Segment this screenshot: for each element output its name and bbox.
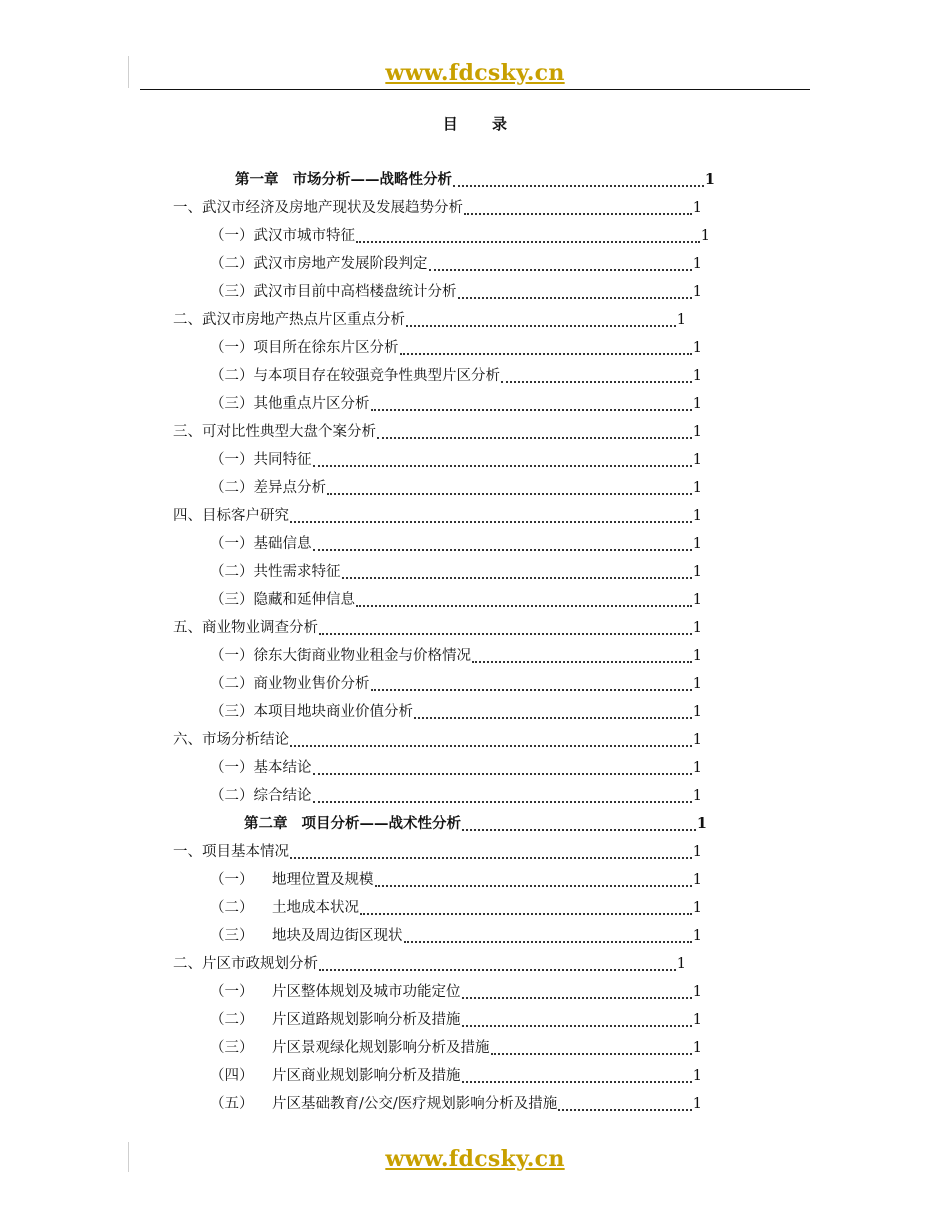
toc-subsection-entry[interactable] <box>210 1090 702 1118</box>
toc-section-entry[interactable] <box>173 418 702 446</box>
toc-page-number: 1 <box>692 620 702 636</box>
toc-section-entry[interactable] <box>173 614 702 642</box>
toc-page-number: 1 <box>692 1012 702 1028</box>
toc-entry-label: 市场分析——战略性分析 <box>292 171 452 188</box>
toc-entry-number: （二） <box>210 564 254 580</box>
toc-subsection-entry[interactable] <box>210 978 702 1006</box>
toc-entry-number: （一） <box>210 536 254 552</box>
toc-title-left: 目 <box>442 115 458 133</box>
toc-entry-number: （一） <box>210 648 254 664</box>
toc-dot-leader <box>558 1109 691 1111</box>
toc-entry-label: 市场分析结论 <box>202 732 289 748</box>
toc-entry-label: 项目分析——战术性分析 <box>301 815 461 832</box>
toc-subsection-entry[interactable] <box>210 362 702 390</box>
toc-dot-leader <box>458 297 692 299</box>
toc-dot-leader <box>406 325 676 327</box>
toc-dot-leader <box>342 577 692 579</box>
toc-entry-number: （一） <box>210 760 254 776</box>
toc-page-number: 1 <box>692 536 702 552</box>
toc-dot-leader <box>290 857 692 859</box>
toc-entry-number: （二） <box>210 480 254 496</box>
toc-page-number: 1 <box>692 396 702 412</box>
toc-dot-leader <box>453 185 704 187</box>
toc-entry-number: （三） <box>210 396 254 412</box>
toc-dot-leader <box>429 269 692 271</box>
toc-subsection-entry[interactable] <box>210 586 702 614</box>
toc-dot-leader <box>356 241 700 243</box>
toc-page-number: 1 <box>692 452 702 468</box>
toc-entry-number: （二） <box>210 1012 254 1028</box>
toc-page-number: 1 <box>692 648 702 664</box>
toc-entry-label: 徐东大街商业物业租金与价格情况 <box>253 648 471 664</box>
toc-entry-label: 目标客户研究 <box>202 508 289 524</box>
toc-entry-number: （二） <box>210 676 254 692</box>
toc-chapter-entry[interactable] <box>244 810 707 838</box>
toc-entry-label: 共性需求特征 <box>253 564 341 580</box>
toc-entry-label: 土地成本状况 <box>272 900 359 916</box>
toc-dot-leader <box>371 689 692 691</box>
toc-page-number: 1 <box>692 844 702 860</box>
toc-page-number: 1 <box>692 900 702 916</box>
toc-entry-label: 与本项目存在较强竞争性典型片区分析 <box>253 368 500 384</box>
toc-entry-label: 武汉市经济及房地产现状及发展趋势分析 <box>202 200 463 216</box>
toc-entry-number: （一） <box>210 984 254 1000</box>
toc-entry-number: 二、 <box>173 956 202 972</box>
toc-subsection-entry[interactable] <box>210 1034 702 1062</box>
toc-dot-leader <box>313 801 692 803</box>
toc-entry-label: 片区市政规划分析 <box>202 956 318 972</box>
toc-dot-leader <box>400 353 692 355</box>
toc-entry-label: 共同特征 <box>253 452 312 468</box>
toc-dot-leader <box>462 997 692 999</box>
toc-entry-label: 项目基本情况 <box>202 844 289 860</box>
toc-entry-number: （三） <box>210 704 254 720</box>
toc-entry-number: 四、 <box>173 508 202 524</box>
toc-entry-label: 项目所在徐东片区分析 <box>253 340 399 356</box>
toc-entry-label: 其他重点片区分析 <box>253 396 370 412</box>
toc-dot-leader <box>313 549 692 551</box>
toc-entry-number: 一、 <box>173 844 202 860</box>
toc-dot-leader <box>360 913 692 915</box>
toc-subsection-entry[interactable] <box>210 866 702 894</box>
toc-dot-leader <box>462 1025 692 1027</box>
toc-section-entry[interactable] <box>173 502 702 530</box>
toc-page-number: 1 <box>692 732 702 748</box>
toc-entry-label: 基本结论 <box>253 760 312 776</box>
toc-entry-label: 片区道路规划影响分析及措施 <box>272 1012 461 1028</box>
toc-entry-number: （二） <box>210 256 254 272</box>
toc-entry-number: （三） <box>210 284 254 300</box>
toc-entry-number: 第一章 <box>235 171 279 188</box>
toc-section-entry[interactable] <box>173 306 686 334</box>
toc-entry-label: 武汉市目前中高档楼盘统计分析 <box>253 284 457 300</box>
toc-subsection-entry[interactable] <box>210 1006 702 1034</box>
toc-page-number: 1 <box>692 592 702 608</box>
toc-entry-number: 六、 <box>173 732 202 748</box>
toc-dot-leader <box>462 1081 692 1083</box>
header-rule <box>140 89 810 90</box>
toc-subsection-entry[interactable] <box>210 698 702 726</box>
toc-subsection-entry[interactable] <box>210 222 710 250</box>
toc-subsection-entry[interactable] <box>210 278 702 306</box>
toc-page-number: 1 <box>704 171 715 188</box>
toc-page-number: 1 <box>692 1040 702 1056</box>
toc-page-number: 1 <box>692 676 702 692</box>
toc-subsection-entry[interactable] <box>210 642 702 670</box>
toc-entry-label: 隐藏和延伸信息 <box>253 592 355 608</box>
toc-page-number: 1 <box>692 200 702 216</box>
toc-dot-leader <box>462 829 696 831</box>
toc-page-number: 1 <box>692 1096 702 1112</box>
toc-page-number: 1 <box>692 368 702 384</box>
toc-entry-number: 一、 <box>173 200 202 216</box>
toc-entry-number: （一） <box>210 452 254 468</box>
toc-entry-label: 商业物业调查分析 <box>202 620 318 636</box>
toc-page-number: 1 <box>692 984 702 1000</box>
toc-entry-number: （四） <box>210 1068 254 1084</box>
toc-dot-leader <box>319 969 676 971</box>
toc-subsection-entry[interactable] <box>210 558 702 586</box>
toc-subsection-entry[interactable] <box>210 530 702 558</box>
toc-title-right: 录 <box>492 115 508 133</box>
toc-page-number: 1 <box>692 256 702 272</box>
toc-subsection-entry[interactable] <box>210 250 702 278</box>
toc-page-number: 1 <box>692 788 702 804</box>
toc-subsection-entry[interactable] <box>210 894 702 922</box>
toc-entry-label: 武汉市房地产热点片区重点分析 <box>202 312 405 328</box>
toc-dot-leader <box>501 381 692 383</box>
toc-dot-leader <box>371 409 692 411</box>
toc-entry-label: 片区整体规划及城市功能定位 <box>272 984 461 1000</box>
toc-entry-number: 五、 <box>173 620 202 636</box>
toc-entry-number: 第二章 <box>244 815 288 832</box>
toc-subsection-entry[interactable] <box>210 474 702 502</box>
toc-subsection-entry[interactable] <box>210 670 702 698</box>
toc-entry-number: （一） <box>210 228 254 244</box>
toc-entry-number: （二） <box>210 900 254 916</box>
toc-page-number: 1 <box>692 564 702 580</box>
footer-url[interactable]: www.fdcsky.cn <box>385 1146 565 1172</box>
toc-subsection-entry[interactable] <box>210 334 702 362</box>
toc-entry-label: 片区商业规划影响分析及措施 <box>272 1068 461 1084</box>
toc-dot-leader <box>356 605 692 607</box>
toc-page-number: 1 <box>700 228 710 244</box>
toc-subsection-entry[interactable] <box>210 446 702 474</box>
toc-entry-number: （一） <box>210 872 254 888</box>
toc-entry-label: 片区景观绿化规划影响分析及措施 <box>272 1040 490 1056</box>
toc-dot-leader <box>491 1053 692 1055</box>
toc-entry-label: 可对比性典型大盘个案分析 <box>202 424 376 440</box>
toc-page-number: 1 <box>692 760 702 776</box>
toc-entry-label: 地块及周边街区现状 <box>272 928 403 944</box>
toc-dot-leader <box>290 745 692 747</box>
toc-entry-number: （二） <box>210 368 254 384</box>
toc-section-entry[interactable] <box>173 838 702 866</box>
toc-entry-number: 二、 <box>173 312 202 328</box>
toc-page-number: 1 <box>676 312 686 328</box>
toc-dot-leader <box>414 717 692 719</box>
toc-subsection-entry[interactable] <box>210 390 702 418</box>
toc-entry-label: 本项目地块商业价值分析 <box>253 704 413 720</box>
toc-entry-label: 地理位置及规模 <box>272 872 374 888</box>
toc-title <box>0 113 950 134</box>
toc-entry-number: （三） <box>210 1040 254 1056</box>
toc-dot-leader <box>472 661 692 663</box>
toc-page-number: 1 <box>692 424 702 440</box>
toc-section-entry[interactable] <box>173 194 702 222</box>
toc-entry-number: （三） <box>210 928 254 944</box>
toc-subsection-entry[interactable] <box>210 754 702 782</box>
toc-dot-leader <box>319 633 692 635</box>
toc-subsection-entry[interactable] <box>210 1062 702 1090</box>
toc-entry-label: 武汉市房地产发展阶段判定 <box>253 256 428 272</box>
toc-subsection-entry[interactable] <box>210 922 702 950</box>
toc-entry-label: 差异点分析 <box>253 480 326 496</box>
toc-entry-label: 片区基础教育/公交/医疗规划影响分析及措施 <box>272 1096 558 1112</box>
toc-page-number: 1 <box>692 1068 702 1084</box>
header-url[interactable]: www.fdcsky.cn <box>385 60 565 86</box>
toc-page-number: 1 <box>692 872 702 888</box>
toc-dot-leader <box>290 521 692 523</box>
toc-page-number: 1 <box>692 508 702 524</box>
toc-subsection-entry[interactable] <box>210 782 702 810</box>
toc-page-number: 1 <box>692 704 702 720</box>
toc-page-number: 1 <box>692 480 702 496</box>
toc-dot-leader <box>375 885 692 887</box>
toc-dot-leader <box>464 213 692 215</box>
toc-entry-number: 三、 <box>173 424 202 440</box>
toc-dot-leader <box>313 773 692 775</box>
toc-entry-number: （二） <box>210 788 254 804</box>
toc-section-entry[interactable] <box>173 726 702 754</box>
toc-dot-leader <box>313 465 692 467</box>
toc-entry-label: 基础信息 <box>253 536 312 552</box>
toc-dot-leader <box>327 493 692 495</box>
toc-page-number: 1 <box>692 284 702 300</box>
toc-entry-label: 综合结论 <box>253 788 312 804</box>
toc-entry-number: （一） <box>210 340 254 356</box>
toc-page-number: 1 <box>696 815 707 832</box>
toc-dot-leader <box>377 437 692 439</box>
toc-entry-number: （三） <box>210 592 254 608</box>
toc-page-number: 1 <box>692 340 702 356</box>
toc-dot-leader <box>404 941 692 943</box>
toc-page-number: 1 <box>676 956 686 972</box>
toc-entry-number: （五） <box>210 1096 254 1112</box>
toc-section-entry[interactable] <box>173 950 686 978</box>
toc-page-number: 1 <box>692 928 702 944</box>
toc-entry-label: 商业物业售价分析 <box>253 676 370 692</box>
toc-chapter-entry[interactable] <box>235 166 715 194</box>
toc-entry-label: 武汉市城市特征 <box>253 228 355 244</box>
